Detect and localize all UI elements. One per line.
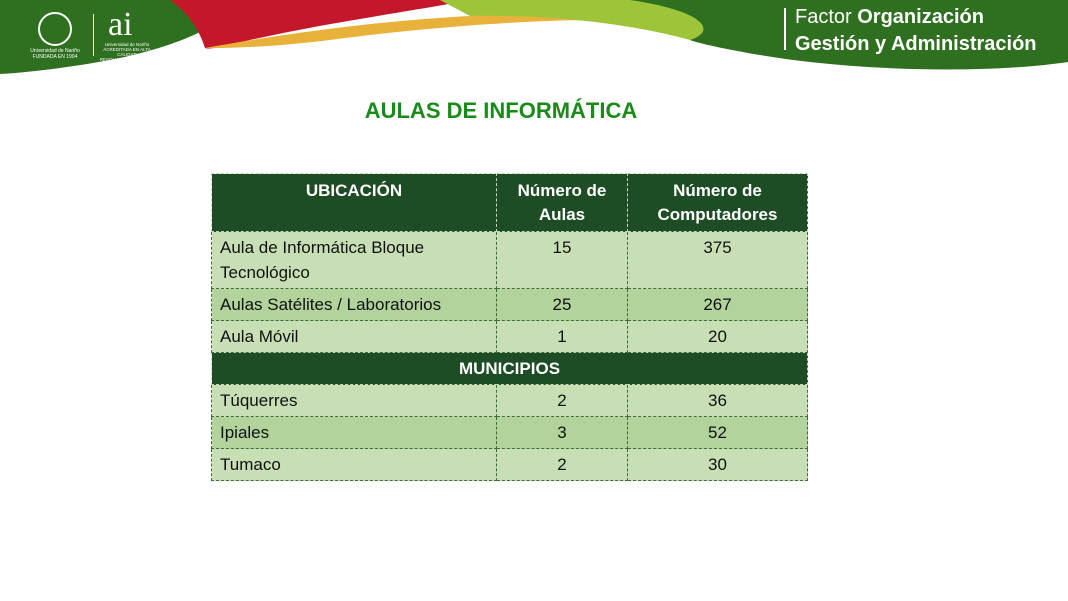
factor-prefix: Factor (795, 6, 852, 28)
cell-aulas: 3 (497, 417, 628, 449)
table-row (212, 417, 808, 449)
cell-aulas: 1 (497, 321, 628, 353)
logo-divider (93, 14, 94, 56)
table-row (212, 289, 808, 321)
column-header-aulas: Número de Aulas (497, 174, 628, 232)
factor-name: Organización (857, 6, 984, 28)
cell-computadores: 36 (628, 385, 808, 417)
table-row (212, 321, 808, 353)
cell-aulas: 2 (497, 385, 628, 417)
cell-computadores: 30 (628, 449, 808, 481)
cell-computadores: 52 (628, 417, 808, 449)
university-seal-icon (38, 12, 72, 46)
cell-ubicacion: Aula de Informática Bloque Tecnológico (212, 232, 497, 289)
accreditation-caption-3: RESOLUCIÓN No. 09347 - MAYO 23 DE 2017 (99, 57, 155, 67)
table-row (212, 385, 808, 417)
factor-title-line2: Gestión y Administración (795, 33, 1037, 55)
accreditation-caption-2: ACREDITADA EN ALTA CALIDAD (103, 47, 151, 57)
accreditation-logo: ai (108, 6, 133, 43)
factor-title-line1 (795, 6, 984, 29)
cell-ubicacion: Tumaco (212, 449, 497, 481)
classrooms-table (211, 173, 808, 481)
cell-ubicacion: Aulas Satélites / Laboratorios (212, 289, 497, 321)
cell-aulas: 15 (497, 232, 628, 289)
table-header-row (212, 174, 808, 232)
cell-computadores: 20 (628, 321, 808, 353)
cell-ubicacion: Túquerres (212, 385, 497, 417)
cell-aulas: 25 (497, 289, 628, 321)
accreditation-caption (96, 42, 158, 67)
university-founded: FUNDADA EN 1904 (32, 54, 78, 60)
page-title: AULAS DE INFORMÁTICA (364, 98, 638, 123)
university-name: Universidad de Nariño (30, 48, 80, 54)
factor-divider (784, 8, 786, 50)
column-header-ubicacion: UBICACIÓN (212, 174, 497, 232)
section-row-municipios (212, 353, 808, 385)
cell-computadores: 375 (628, 232, 808, 289)
cell-ubicacion: Ipiales (212, 417, 497, 449)
table-row (212, 449, 808, 481)
accreditation-caption-1: Universidad de Nariño (104, 42, 150, 47)
university-seal-caption (22, 48, 88, 60)
column-header-computadores: Número de Computadores (628, 174, 808, 232)
cell-computadores: 267 (628, 289, 808, 321)
cell-aulas: 2 (497, 449, 628, 481)
section-label: MUNICIPIOS (212, 353, 808, 385)
cell-ubicacion: Aula Móvil (212, 321, 497, 353)
classrooms-table-container (211, 173, 808, 481)
table-row (212, 232, 808, 289)
